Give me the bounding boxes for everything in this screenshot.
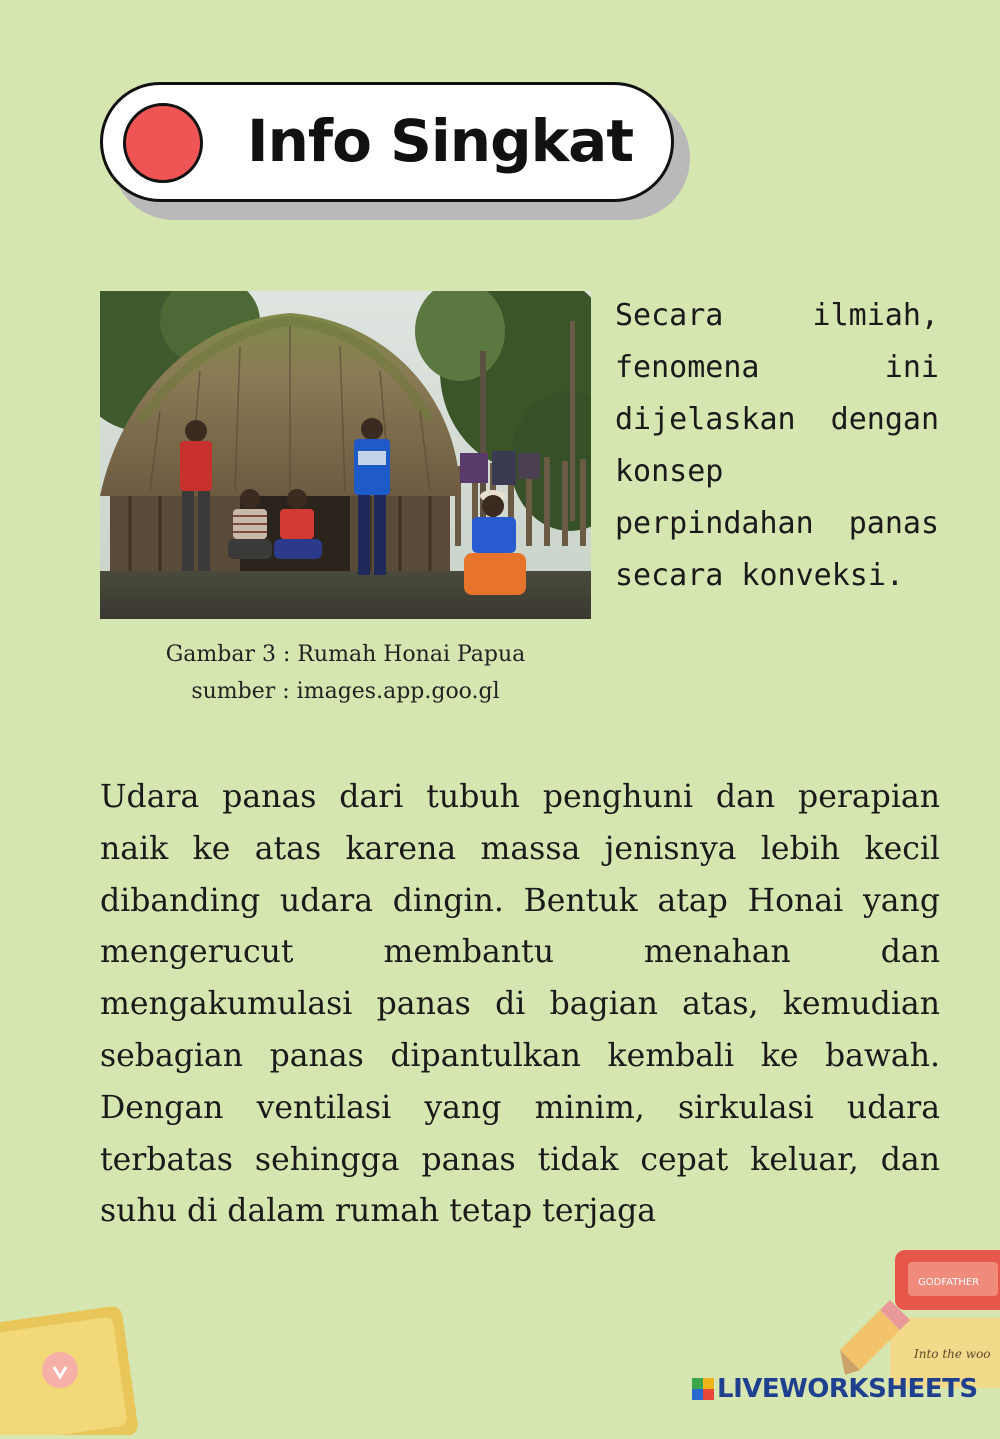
honai-house-photo	[100, 291, 591, 619]
liveworksheets-logo-icon	[692, 1378, 714, 1400]
main-paragraph: Udara panas dari tubuh penghuni dan perapian naik ke atas karena massa jenisnya lebih kecil dibanding udara dingin. Bentuk atap Honai yang mengerucut membantu menahan dan mengakumulasi panas di bagian atas, kemudian sebagian panas dipantulkan kembali ke bawah. Dengan ventilasi yang minim, sirkulasi udara terbatas sehingga panas tidak cepat keluar, dan suhu di dalam rumah tetap terjaga	[100, 779, 940, 1230]
figure-caption	[100, 636, 591, 710]
book-label-1: GODFATHER	[918, 1277, 980, 1288]
page-title: Info Singkat	[247, 107, 634, 175]
book-label-2: Into the woo	[914, 1347, 991, 1361]
header-banner	[100, 82, 674, 202]
side-paragraph: Secara ilmiah, fenomena ini dijelaskan dengan konsep perpindahan panas secara konveksi.	[615, 298, 939, 593]
red-circle-icon	[123, 103, 203, 183]
caption-title: Gambar 3 : Rumah Honai Papua	[165, 642, 526, 667]
caption-source: sumber : images.app.goo.gl	[191, 679, 500, 704]
liveworksheets-watermark	[692, 1372, 978, 1406]
decorative-book-illustration	[0, 1295, 160, 1435]
watermark-text: LIVEWORKSHEETS	[717, 1374, 978, 1404]
